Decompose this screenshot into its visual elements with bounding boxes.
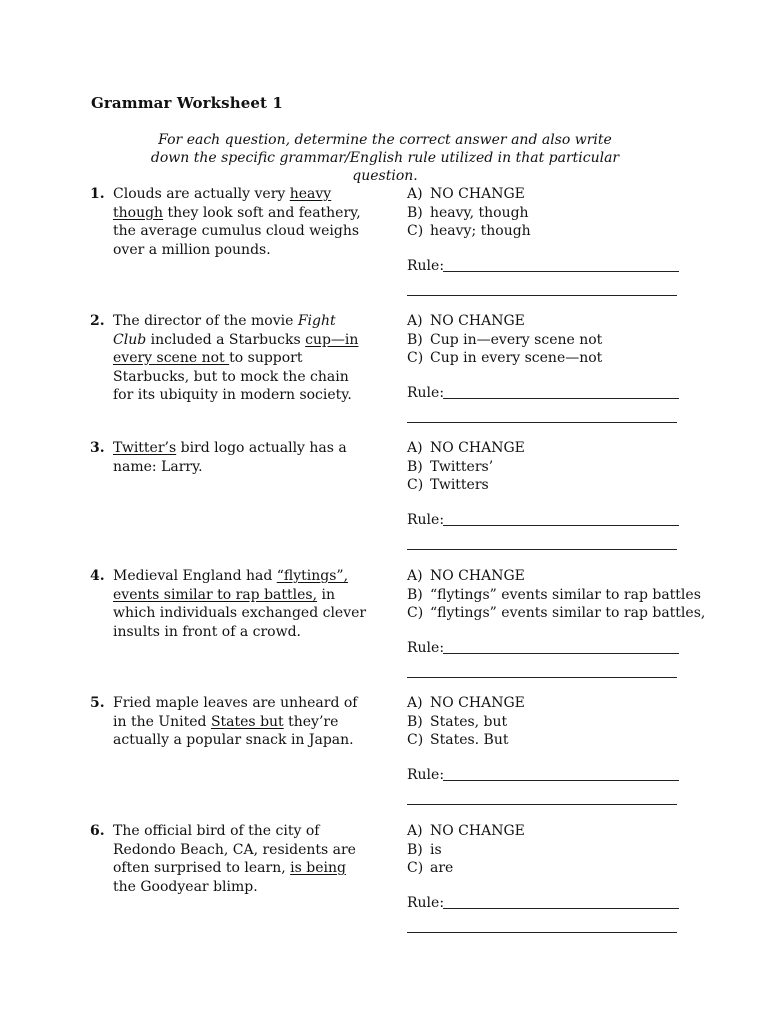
option-letter: C) [407,223,424,239]
answer-options [407,567,706,623]
question-text [113,567,371,641]
question-text-segment: Fight Club [113,313,336,348]
question-block [0,822,770,932]
underlined-phrase: Twitter’s [113,440,177,456]
option-text: “flytings” events similar to rap battles [430,586,701,603]
option-letter: C) [407,350,424,366]
question-number: 2. [90,313,105,329]
underlined-phrase: “flytings”, events similar to rap battles, [113,568,349,603]
question-text-segment: included a Starbucks [146,331,306,348]
rule-answer-line[interactable] [407,549,677,550]
question-text-segment: Clouds are actually very [113,186,290,202]
question-block [0,439,770,549]
answer-option[interactable] [407,822,692,841]
answer-option[interactable] [407,586,701,605]
rule-answer-line[interactable] [443,271,679,272]
option-text: heavy, though [430,204,529,221]
answer-option[interactable] [407,185,692,204]
rule-answer-line[interactable] [407,295,677,296]
instructions: For each question, determine the correct answer and also write down the specific grammar/English rule utilized in that particular question. [150,132,620,184]
question-text [113,185,371,259]
answer-option[interactable] [407,458,692,477]
option-text: heavy; though [430,223,531,239]
question-text [113,439,371,476]
rule-label: Rule: [407,640,445,656]
answer-option[interactable] [407,694,692,713]
option-text: NO CHANGE [430,695,525,711]
option-letter: B) [407,458,423,475]
option-letter: A) [407,695,423,711]
option-text: Cup in—every scene not [430,331,603,348]
rule-answer-line[interactable] [443,398,679,399]
option-letter: A) [407,823,423,839]
rule-answer-line[interactable] [407,422,677,423]
rule-answer-line[interactable] [407,677,677,678]
rule-answer-line[interactable] [407,804,677,805]
question-text-segment: The director of the movie [113,313,298,329]
question-text-segment: Fried maple leaves are unheard of in the United [113,695,358,730]
question-number: 1. [90,186,105,202]
question-block [0,312,770,422]
option-letter: A) [407,186,423,202]
rule-answer-line[interactable] [443,908,679,909]
option-letter: C) [407,477,424,493]
rule-field[interactable] [407,894,679,912]
rule-label: Rule: [407,895,445,911]
option-text: Twitters [430,477,489,493]
answer-option[interactable] [407,841,692,860]
option-letter: C) [407,860,424,876]
rule-field[interactable] [407,511,679,529]
answer-option[interactable] [407,439,692,458]
question-text-segment: Medieval England had [113,568,277,584]
option-letter: B) [407,204,423,221]
question-text-segment: bird logo actually has a name: Larry. [113,440,347,475]
option-text: NO CHANGE [430,313,525,329]
rule-answer-line[interactable] [443,653,679,654]
question-text-segment: the Goodyear blimp. [113,878,258,895]
option-text: States, but [430,713,508,730]
option-letter: B) [407,331,423,348]
option-text: Twitters’ [430,458,494,475]
rule-answer-line[interactable] [443,525,679,526]
option-text: NO CHANGE [430,440,525,456]
question-number: 4. [90,568,105,584]
underlined-phrase: cup—in every scene not [113,331,359,366]
option-text: States. But [430,732,509,748]
question-text [113,312,371,405]
question-block [0,694,770,804]
option-letter: B) [407,713,423,730]
question-number: 5. [90,695,105,711]
option-letter: C) [407,732,424,748]
option-text: NO CHANGE [430,823,525,839]
underlined-phrase: heavy though [113,186,332,221]
rule-field[interactable] [407,766,679,784]
option-letter: A) [407,313,423,329]
option-text: is [430,841,442,858]
underlined-phrase: States but [210,713,284,730]
option-letter: A) [407,440,423,456]
question-text-segment: The official bird of the city of Redondo Beach, CA, residents are often surprised to learn, [113,823,356,876]
rule-field[interactable] [407,384,679,402]
question-number: 3. [90,440,105,456]
option-text: Cup in every scene—not [430,350,603,366]
option-letter: C) [407,605,424,621]
rule-answer-line[interactable] [443,780,679,781]
question-text-segment: they’re actually a popular snack in Japan. [113,713,354,748]
option-letter: B) [407,841,423,858]
question-text-segment: in which individuals exchanged clever insults in front of a crowd. [113,586,367,640]
answer-options [407,694,692,750]
question-text-segment: they look soft and feathery, the average cumulus cloud weighs over a million pounds. [113,204,361,258]
rule-field[interactable] [407,639,679,657]
option-text: “flytings” events similar to rap battles, [430,605,706,621]
question-text [113,822,371,896]
answer-option[interactable] [407,349,692,368]
option-letter: A) [407,568,423,584]
question-number: 6. [90,823,105,839]
question-block [0,567,770,677]
answer-option[interactable] [407,331,692,350]
option-text: NO CHANGE [430,568,525,584]
answer-options [407,312,692,368]
answer-option[interactable] [407,476,692,495]
option-text: NO CHANGE [430,186,525,202]
answer-option[interactable] [407,731,692,750]
question-text [113,694,371,750]
answer-option[interactable] [407,604,706,623]
answer-options [407,439,692,495]
answer-option[interactable] [407,204,692,223]
rule-field[interactable] [407,257,679,275]
rule-label: Rule: [407,258,445,274]
answer-option[interactable] [407,859,692,878]
rule-label: Rule: [407,385,445,401]
answer-option[interactable] [407,713,692,732]
question-text-segment: to support Starbucks, but to mock the chain for its ubiquity in modern society. [113,350,352,403]
answer-option[interactable] [407,567,692,586]
answer-option[interactable] [407,222,692,241]
question-block [0,185,770,295]
answer-options [407,822,692,878]
rule-answer-line[interactable] [407,932,677,933]
answer-options [407,185,692,241]
underlined-phrase: is being [290,860,346,876]
rule-label: Rule: [407,512,445,528]
answer-option[interactable] [407,312,692,331]
option-text: are [430,860,454,876]
option-letter: B) [407,586,423,603]
rule-label: Rule: [407,767,445,783]
worksheet-title: Grammar Worksheet 1 [91,94,283,112]
